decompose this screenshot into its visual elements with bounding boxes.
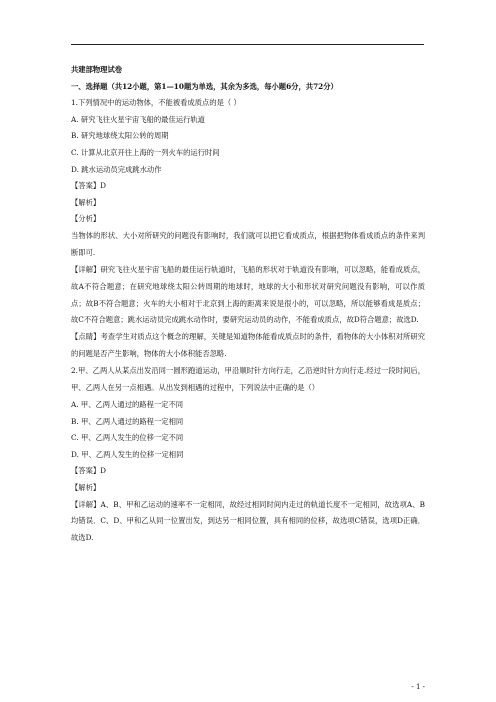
question-1-jiexi: 【解析】 xyxy=(71,197,101,207)
section-heading: 一、选择题（共12小题，第1—10题为单选，其余为多选，每小题6分，共72分） xyxy=(71,81,338,91)
question-2-jiexi: 【解析】 xyxy=(71,482,101,492)
page-number: - 1 - xyxy=(411,683,425,691)
question-2-option-d: D. 甲、乙两人发生的位移一定相同 xyxy=(71,449,184,459)
question-1-answer: 【答案】D xyxy=(71,181,107,191)
question-1-option-a: A. 研究飞往火星宇宙飞船的最佳运行轨道 xyxy=(71,114,205,124)
document-title: 共建部物理试卷 xyxy=(71,65,123,74)
question-2-detail: 【详解】A、B、甲和乙运动的速率不一定相同，故经过相同时间内走过的轨道长度不一定相同，故选项A、B均错误．C、D、甲和乙从同一位置出发，到达另一相同位置，具有相同的位移，故选项C错误，选项D正确．故选D. xyxy=(71,499,425,543)
question-1-option-c: C. 计算从北京开往上海的一列火车的运行时间 xyxy=(71,147,220,157)
question-1-option-b: B. 研究地球绕太阳公转的周期 xyxy=(71,131,169,141)
document-body xyxy=(71,62,425,547)
question-2-option-b: B. 甲、乙两人通过的路程一定相同 xyxy=(71,416,184,426)
question-1-fenxi: 【分析】 xyxy=(71,214,101,224)
question-1-stem: 1.下列情况中的运动物体，不能被看成质点的是（ ） xyxy=(71,98,241,108)
question-2-answer: 【答案】D xyxy=(71,466,107,476)
question-1-detail: 【详解】研究飞往火星宇宙飞船的最佳运行轨道时，飞船的形状对于轨道没有影响，可以忽略，能看成质点，故A不符合题意；在研究地球绕太阳公转周期的地球时，地球的大小和形状对研究问题没有影响，可以作质点；故B不符合题意；火车的大小相对于北京到上海的距离来说是很小的，可以忽略，所以能够看成是质点；故C不符合题意；跳水运动员完成跳水动作时，要研究运动员的动作，不能看成质点，故D符合题意；故选D. xyxy=(71,264,425,325)
question-1-analysis: 当物体的形状、大小对所研究的问题没有影响时，我们就可以把它看成质点，根据把物体看成质点的条件来判断即可. xyxy=(71,230,425,257)
question-2-option-a: A. 甲、乙两人通过的路程一定不同 xyxy=(71,400,184,409)
question-2-option-c: C. 甲、乙两人发生的位移一定不同 xyxy=(71,433,184,443)
question-1-option-d: D. 跳水运动员完成跳水动作 xyxy=(71,164,162,174)
question-2-stem: 2.甲、乙两人从某点出发沿同一圆形跑道运动，甲沿顺时针方向行走，乙沿逆时针方向行走.经过一段时间后，甲、乙两人在另一点相遇。从出发到相遇的过程中，下列说法中正确的是（） xyxy=(71,366,425,393)
header-rule xyxy=(71,44,424,45)
question-1-comment: 【点睛】考查学生对质点这个概念的理解，关键是知道物体能看成质点时的条件，看物体的大小体积对所研究的问题是否产生影响，物体的大小体积能否忽略. xyxy=(71,332,425,359)
